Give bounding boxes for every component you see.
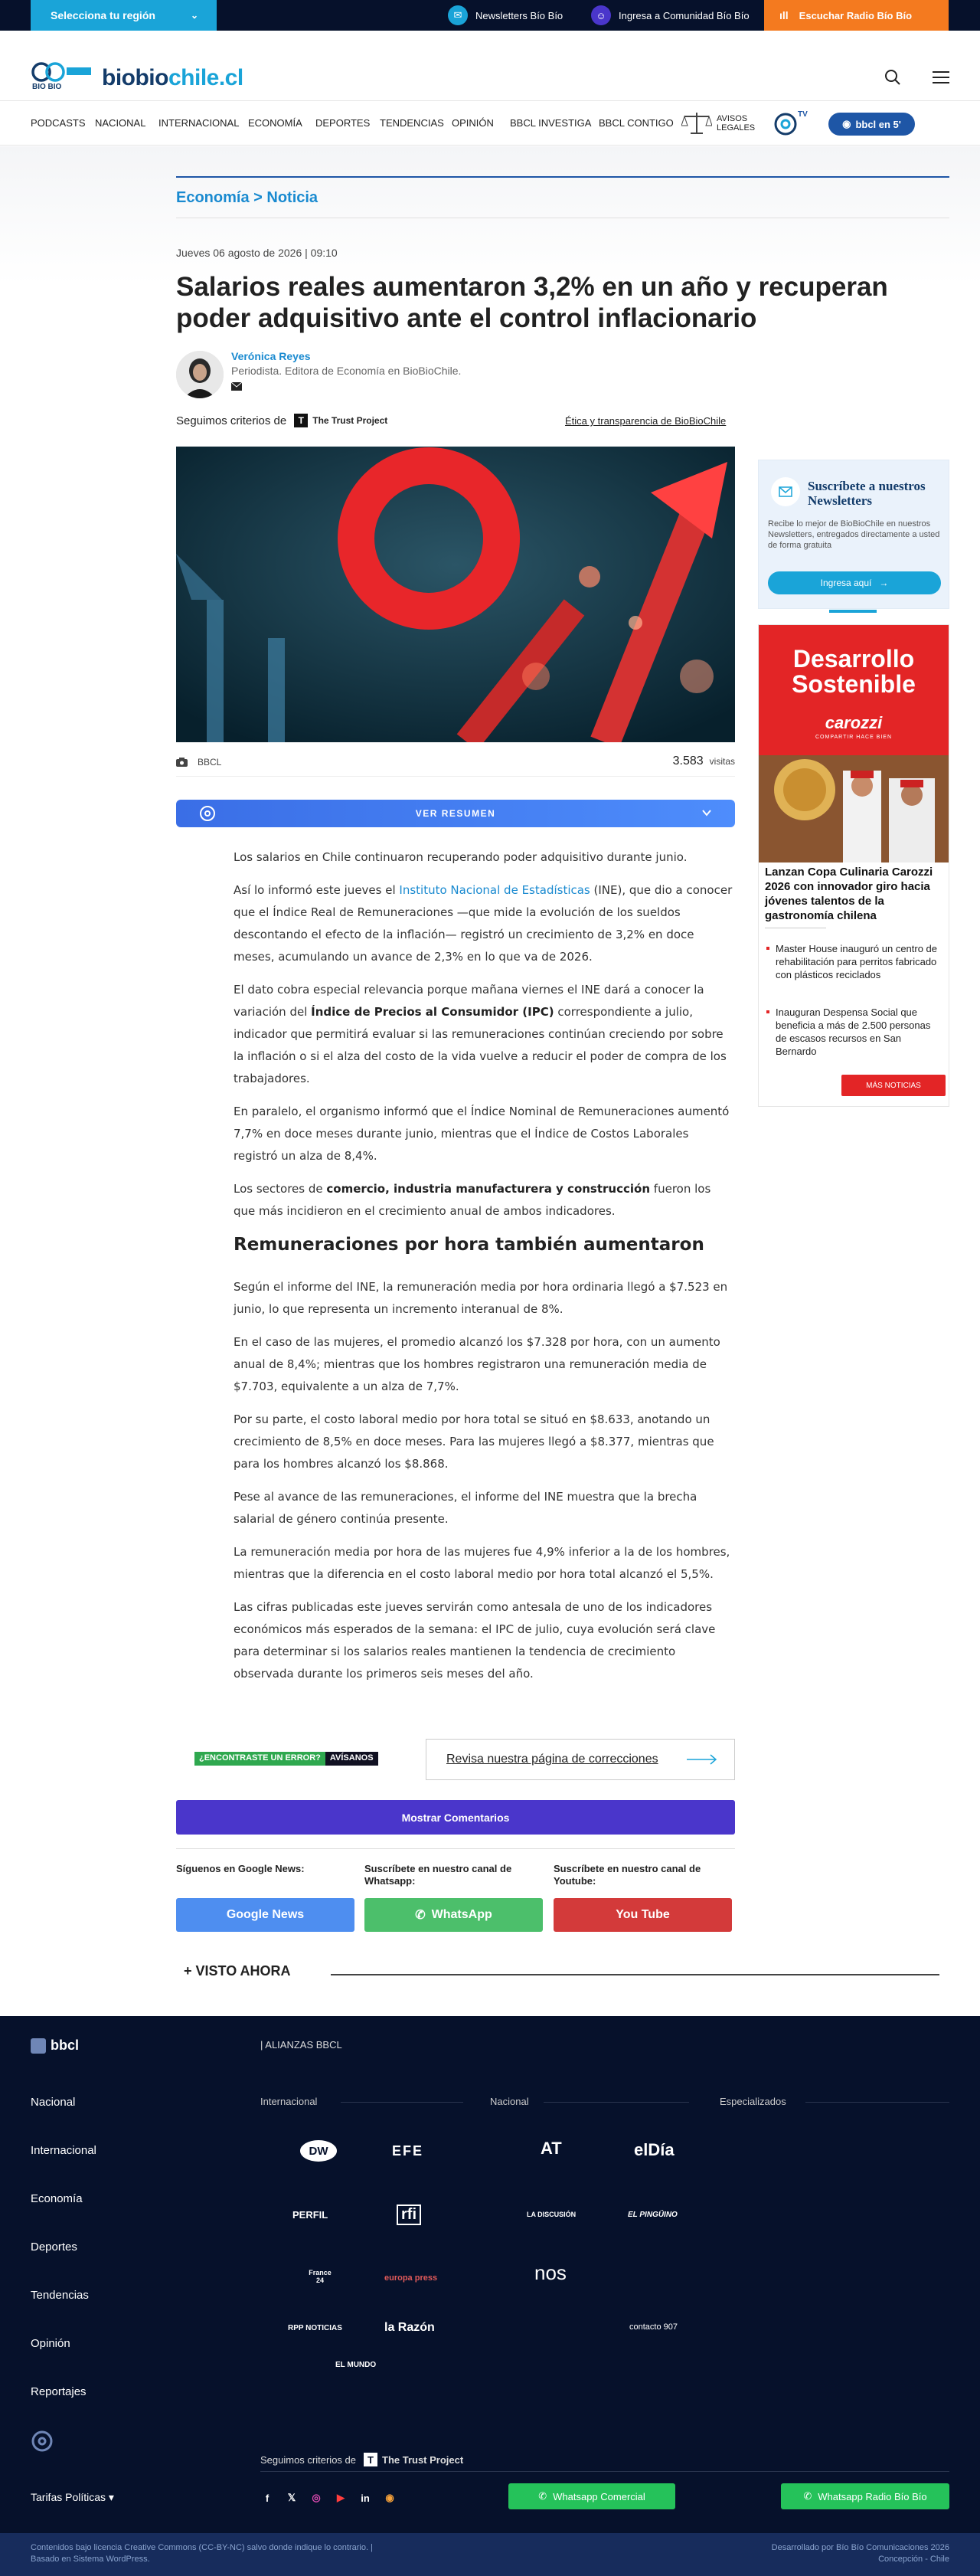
report-error-action: AVÍSANOS bbox=[325, 1752, 378, 1766]
credits-line: Concepción - Chile bbox=[878, 2555, 949, 2564]
camera-icon bbox=[176, 757, 188, 766]
author-avatar[interactable] bbox=[176, 351, 224, 398]
visto-ahora-heading[interactable]: + VISTO AHORA bbox=[184, 1963, 291, 1979]
newsletter-title: Suscríbete a nuestros Newsletters bbox=[808, 479, 926, 508]
divider bbox=[805, 2102, 949, 2103]
partner-france24[interactable]: France 24 bbox=[309, 2269, 332, 2284]
bold-text: Índice de Precios al Consumidor (IPC) bbox=[311, 1005, 554, 1019]
divider bbox=[544, 2102, 689, 2103]
footer-col-internacional: Internacional bbox=[260, 2096, 318, 2107]
linkedin-icon[interactable]: in bbox=[361, 2492, 370, 2504]
partner-la-discusion[interactable]: LA DISCUSIÓN bbox=[527, 2211, 577, 2218]
partner-nos[interactable]: nos bbox=[534, 2261, 567, 2284]
partner-perfil[interactable]: PERFIL bbox=[292, 2209, 328, 2221]
sponsor-banner[interactable] bbox=[759, 625, 949, 755]
paragraph: Las cifras publicadas este jueves servirán como antesala de uno de los indicadores económicos más esperados de la semana: el IPC de julio, cuya evolución será clave para determinar si los salarios reales mantienen la tendencia de crecimiento observada durante los primeros seis meses del año. bbox=[234, 1600, 716, 1681]
bbcl5-label: bbcl en 5' bbox=[855, 118, 901, 130]
avisos-legales-link[interactable] bbox=[681, 110, 755, 136]
breadcrumb[interactable]: Economía > Noticia bbox=[176, 189, 318, 206]
youtube-icon[interactable]: ▶ bbox=[337, 2492, 345, 2503]
partner-rpp[interactable]: RPP NOTICIAS bbox=[288, 2324, 342, 2332]
footer-col-nacional: Nacional bbox=[490, 2096, 529, 2107]
article-header-background bbox=[0, 146, 980, 284]
arrow-right-icon bbox=[687, 1752, 717, 1767]
sponsor-title-line: Sostenible bbox=[792, 670, 916, 698]
whatsapp-icon: ✆ bbox=[803, 2490, 812, 2502]
divider bbox=[260, 2471, 949, 2472]
partner-efe[interactable]: EFE bbox=[392, 2143, 424, 2159]
region-selector[interactable] bbox=[31, 0, 217, 31]
sponsor-photo[interactable] bbox=[759, 755, 949, 862]
listen-radio-button[interactable] bbox=[764, 0, 949, 31]
bold-text: comercio, industria manufacturera y construcción bbox=[326, 1182, 651, 1196]
footer-trust-project bbox=[260, 2453, 463, 2466]
youtube-button[interactable]: You Tube bbox=[554, 1898, 732, 1932]
site-header bbox=[0, 54, 980, 101]
paragraph bbox=[234, 979, 735, 1090]
x-twitter-icon[interactable]: 𝕏 bbox=[287, 2492, 296, 2503]
whatsapp-icon: ✆ bbox=[415, 1909, 426, 1922]
article-title: Salarios reales aumentaron 3,2% en un año y recuperan poder adquisitivo ante el control inflacionario bbox=[176, 272, 888, 333]
biobio-icon bbox=[31, 2038, 46, 2054]
social-links bbox=[260, 2491, 397, 2505]
whatsapp-label: WhatsApp bbox=[431, 1908, 492, 1921]
biobio-icon bbox=[31, 2430, 54, 2453]
paragraph: En el caso de las mujeres, el promedio alcanzó los $7.328 por hora, con un aumento anual de 8,4%; mientras que los hombres registraron una remuneración media de $7.703, equivalente a un alza de 7,7%. bbox=[234, 1335, 720, 1393]
avisos-line1: AVISOS bbox=[717, 114, 748, 123]
wa-radio-label: Whatsapp Radio Bío Bío bbox=[818, 2490, 927, 2502]
partner-at[interactable]: AT bbox=[541, 2139, 562, 2158]
logo-text-accent: chile.cl bbox=[168, 65, 243, 90]
facebook-icon[interactable]: f bbox=[265, 2492, 270, 2504]
sponsor-item[interactable] bbox=[776, 942, 944, 981]
carousel-indicator[interactable] bbox=[829, 610, 877, 613]
footer-trust-label: Seguimos criterios de bbox=[260, 2453, 356, 2466]
show-comments-button[interactable]: Mostrar Comentarios bbox=[176, 1800, 735, 1835]
partner-contacto907[interactable]: contacto 907 bbox=[629, 2322, 678, 2332]
paragraph: Por su parte, el costo laboral medio por hora total se situó en $8.633, anotando un crecimiento de 8,5% en doce meses. Para las mujeres llegó a $8.377, mientras que para los hombres alcanzó los $8.868. bbox=[234, 1412, 714, 1471]
tv-label: TV bbox=[798, 110, 808, 119]
divider bbox=[176, 1848, 735, 1849]
summary-button-label: VER RESUMEN bbox=[415, 808, 496, 819]
footer-nav-tendencias[interactable]: Tendencias bbox=[31, 2289, 89, 2302]
views-number: 3.583 bbox=[672, 754, 704, 768]
mail-icon: ✉ bbox=[448, 5, 468, 25]
partner-la-razon[interactable]: la Razón bbox=[384, 2321, 435, 2334]
paragraph-text: El dato cobra especial relevancia porque mañana viernes el INE dará a conocer la variación del bbox=[234, 983, 704, 1019]
sponsor-title-line: Desarrollo bbox=[792, 645, 915, 673]
newsletters-link[interactable] bbox=[448, 0, 563, 31]
trust-project-name: The Trust Project bbox=[312, 415, 388, 426]
paragraph: Según el informe del INE, la remuneración media por hora ordinaria llegó a $7.523 en junio, lo que representa un incremento interanual de 8%. bbox=[234, 1280, 728, 1316]
paragraph: En paralelo, el organismo informó que el Índice Nominal de Remuneraciones aumentó 7,7% en doce meses durante junio, mientras que el Índice de Costos Laborales registró un alza de 8,4%. bbox=[234, 1105, 730, 1163]
paragraph: La remuneración media por hora de las mujeres fue 4,9% inferior a la de los hombres, mientras que la diferencia en el costo laboral medio por hora total alcanzó el 5,5%. bbox=[234, 1545, 730, 1581]
bullet bbox=[766, 947, 769, 950]
audio-wave-icon: ıll bbox=[779, 9, 789, 21]
sponsor-title bbox=[759, 646, 949, 697]
image-caption-row bbox=[176, 749, 735, 777]
divider bbox=[341, 2102, 463, 2103]
report-error-badge[interactable] bbox=[194, 1752, 378, 1766]
nav-nacional[interactable]: NACIONAL bbox=[95, 117, 146, 129]
follow-youtube-label: Suscríbete en nuestro canal de Youtube: bbox=[554, 1863, 701, 1887]
footer-nav-opinion[interactable]: Opinión bbox=[31, 2337, 70, 2350]
radio-label: Escuchar Radio Bío Bío bbox=[799, 9, 913, 21]
biobio-icon bbox=[199, 805, 216, 822]
partner-rfi[interactable]: rfi bbox=[397, 2204, 421, 2225]
summary-toggle-button[interactable] bbox=[176, 800, 735, 827]
footer-nav-economia[interactable]: Economía bbox=[31, 2192, 83, 2205]
paragraph-text: (INE), que dio a conocer que el Índice Real de Remuneraciones —que mide la evolución de los sueldos descontando el efecto de la inflación— registró un crecimiento de 3,2% en doce meses, acumulando un avance de 2,3% en lo que va de 2026. bbox=[234, 883, 733, 964]
trust-t-icon: T bbox=[364, 2453, 377, 2466]
footer-logo[interactable] bbox=[31, 2038, 79, 2054]
paragraph-text: fueron los que más incidieron en el crecimiento anual de ambos indicadores. bbox=[234, 1182, 711, 1218]
scales-icon bbox=[681, 110, 712, 136]
footer-nav-nacional[interactable]: Nacional bbox=[31, 2096, 76, 2109]
footer-nav-deportes[interactable]: Deportes bbox=[31, 2240, 77, 2254]
newsletter-signup-button[interactable] bbox=[768, 571, 941, 594]
views-count bbox=[673, 754, 735, 768]
alliances-heading: | ALIANZAS BBCL bbox=[260, 2039, 342, 2051]
wa-comercial-label: Whatsapp Comercial bbox=[553, 2490, 645, 2502]
article-date: Jueves 06 agosto de 2026 | 09:10 bbox=[176, 247, 338, 259]
bullet bbox=[766, 1010, 769, 1013]
nav-podcasts[interactable]: PODCASTS bbox=[31, 117, 86, 129]
biobio-logo-mark[interactable] bbox=[31, 60, 74, 90]
play-icon: ◉ bbox=[842, 118, 851, 129]
ine-link[interactable]: Instituto Nacional de Estadísticas bbox=[399, 883, 590, 897]
nav-tendencias[interactable]: TENDENCIAS bbox=[380, 117, 444, 129]
site-logo[interactable] bbox=[102, 65, 243, 91]
sponsor-item-text: Master House inauguró un centro de rehabilitación para perritos fabricado con plásticos reciclados bbox=[776, 943, 938, 980]
biobio-tv-link[interactable] bbox=[773, 110, 810, 140]
nav-opinion[interactable]: OPINIÓN bbox=[452, 117, 494, 129]
footer-logo-text: bbcl bbox=[51, 2038, 80, 2053]
footer-col-especializados: Especializados bbox=[720, 2096, 786, 2107]
sponsored-widget bbox=[758, 624, 949, 1107]
mail-icon bbox=[771, 477, 800, 506]
newsletters-label: Newsletters Bío Bío bbox=[475, 9, 564, 21]
paragraph-text: Así lo informó este jueves el bbox=[234, 883, 400, 897]
footer-trust-project-name[interactable]: The Trust Project bbox=[382, 2453, 464, 2466]
license-text: Contenidos bajo licencia Creative Commons (CC-BY-NC) salvo donde indique lo contrario. | Basado en Sistema WordPress. bbox=[31, 2543, 373, 2564]
report-error-question: ¿ENCONTRASTE UN ERROR? bbox=[194, 1752, 325, 1766]
ethics-link[interactable]: Ética y transparencia de BioBioChile bbox=[565, 415, 727, 427]
arrow-right-icon: → bbox=[879, 578, 889, 588]
google-news-button[interactable]: Google News bbox=[176, 1898, 354, 1932]
trust-t-icon: T bbox=[294, 414, 308, 427]
paragraph bbox=[234, 879, 735, 968]
divider bbox=[176, 176, 949, 178]
newsletter-widget bbox=[758, 460, 949, 609]
author-name[interactable]: Verónica Reyes bbox=[231, 350, 311, 362]
author-role: Periodista. Editora de Economía en BioBioChile. bbox=[231, 365, 462, 377]
rss-icon[interactable]: ◉ bbox=[385, 2492, 394, 2503]
site-footer bbox=[0, 2016, 980, 2533]
community-label: Ingresa a Comunidad Bío Bío bbox=[619, 9, 750, 21]
trust-project-logo[interactable] bbox=[294, 414, 387, 427]
whatsapp-icon: ✆ bbox=[538, 2490, 547, 2502]
article-body bbox=[234, 846, 735, 1696]
footer-bottom-bar bbox=[0, 2533, 980, 2576]
whatsapp-button[interactable] bbox=[364, 1898, 543, 1932]
sponsor-item-text: Inauguran Despensa Social que beneficia a más de 2.500 personas de escasos recursos en San Bernardo bbox=[776, 1007, 931, 1057]
partner-el-mundo[interactable]: EL MUNDO bbox=[335, 2361, 377, 2369]
bbcl-en-5-button[interactable] bbox=[828, 113, 915, 136]
follow-whatsapp-label: Suscríbete en nuestro canal de Whatsapp: bbox=[364, 1863, 512, 1887]
mail-icon[interactable] bbox=[231, 381, 242, 389]
nav-internacional[interactable]: INTERNACIONAL bbox=[158, 117, 240, 129]
credits bbox=[772, 2542, 949, 2565]
newsletter-text: Recibe lo mejor de BioBioChile en nuestros Newsletters, entregados directamente a usted de forma gratuita bbox=[768, 519, 940, 550]
avisos-line2: LEGALES bbox=[717, 123, 756, 133]
nav-bbcl-investiga[interactable]: BBCL INVESTIGA bbox=[510, 117, 592, 129]
hamburger-menu-icon[interactable] bbox=[933, 69, 951, 86]
footer-nav-internacional[interactable]: Internacional bbox=[31, 2144, 96, 2157]
corrections-label: Revisa nuestra página de correcciones bbox=[446, 1753, 658, 1766]
community-link[interactable] bbox=[591, 0, 750, 31]
paragraph bbox=[234, 1178, 735, 1223]
whatsapp-radio-button[interactable] bbox=[781, 2483, 949, 2509]
logo-mark-text: BIO BIO bbox=[32, 83, 62, 91]
more-news-button[interactable]: MÁS NOTICIAS bbox=[841, 1075, 946, 1096]
main-nav bbox=[0, 101, 980, 146]
image-credit: BBCL bbox=[198, 757, 222, 768]
corrections-link[interactable] bbox=[426, 1739, 735, 1780]
sponsor-item[interactable] bbox=[776, 1006, 944, 1058]
partner-dw[interactable]: DW bbox=[300, 2140, 337, 2162]
divider bbox=[331, 1974, 939, 1975]
whatsapp-comercial-button[interactable] bbox=[508, 2483, 675, 2509]
sponsor-tagline: COMPARTIR HACE BIEN bbox=[815, 735, 893, 740]
article-hero-image bbox=[176, 447, 735, 742]
partner-eldia[interactable]: elDía bbox=[634, 2140, 675, 2159]
partner-europa-press[interactable]: europa press bbox=[384, 2273, 438, 2283]
sponsor-headline[interactable]: Lanzan Copa Culinaria Carozzi 2026 con innovador giro hacia jóvenes talentos de la gastronomía chilena bbox=[765, 866, 933, 922]
search-icon[interactable] bbox=[884, 69, 901, 86]
newsletter-button-label: Ingresa aquí bbox=[820, 578, 872, 588]
logo-text-main: biobio bbox=[102, 65, 168, 90]
nav-deportes[interactable]: DEPORTES bbox=[315, 117, 371, 129]
nav-bbcl-contigo[interactable]: BBCL CONTIGO bbox=[599, 117, 674, 129]
credits-line: Desarrollado por Bío Bío Comunicaciones 2026 bbox=[771, 2543, 949, 2552]
section-heading: Remuneraciones por hora también aumentaron bbox=[234, 1235, 704, 1255]
region-label: Selecciona tu región bbox=[51, 9, 155, 21]
partner-el-pinguino[interactable]: EL PINGÜINO bbox=[628, 2211, 678, 2219]
chevron-down-icon bbox=[701, 807, 712, 818]
tarifas-politicas-dropdown[interactable]: Tarifas Políticas ▾ bbox=[31, 2491, 114, 2503]
instagram-icon[interactable]: ◎ bbox=[312, 2492, 321, 2503]
chevron-down-icon: ⌄ bbox=[190, 10, 198, 21]
views-label: visitas bbox=[709, 756, 735, 767]
top-bar bbox=[0, 0, 980, 31]
paragraph: Los salarios en Chile continuaron recuperando poder adquisitivo durante junio. bbox=[234, 850, 688, 864]
user-icon: ☺ bbox=[591, 5, 611, 25]
paragraph: Pese al avance de las remuneraciones, el informe del INE muestra que la brecha salarial de género continúa presente. bbox=[234, 1490, 697, 1526]
paragraph-text: correspondiente a julio, indicador que permitirá evaluar si las remuneraciones continúan creciendo por sobre la inflación o si el alza del costo de la vida vuelve a reducir el poder de compra de los trabajadores. bbox=[234, 1005, 727, 1085]
footer-nav-reportajes[interactable]: Reportajes bbox=[31, 2385, 87, 2398]
nav-economia[interactable]: ECONOMÍA bbox=[248, 117, 302, 129]
trust-project-criteria bbox=[176, 414, 387, 427]
trust-label: Seguimos criterios de bbox=[176, 414, 287, 427]
follow-google-label: Síguenos en Google News: bbox=[176, 1863, 305, 1874]
paragraph-text: Los sectores de bbox=[234, 1182, 327, 1196]
sponsor-brand-logo: carozzi bbox=[825, 713, 883, 732]
